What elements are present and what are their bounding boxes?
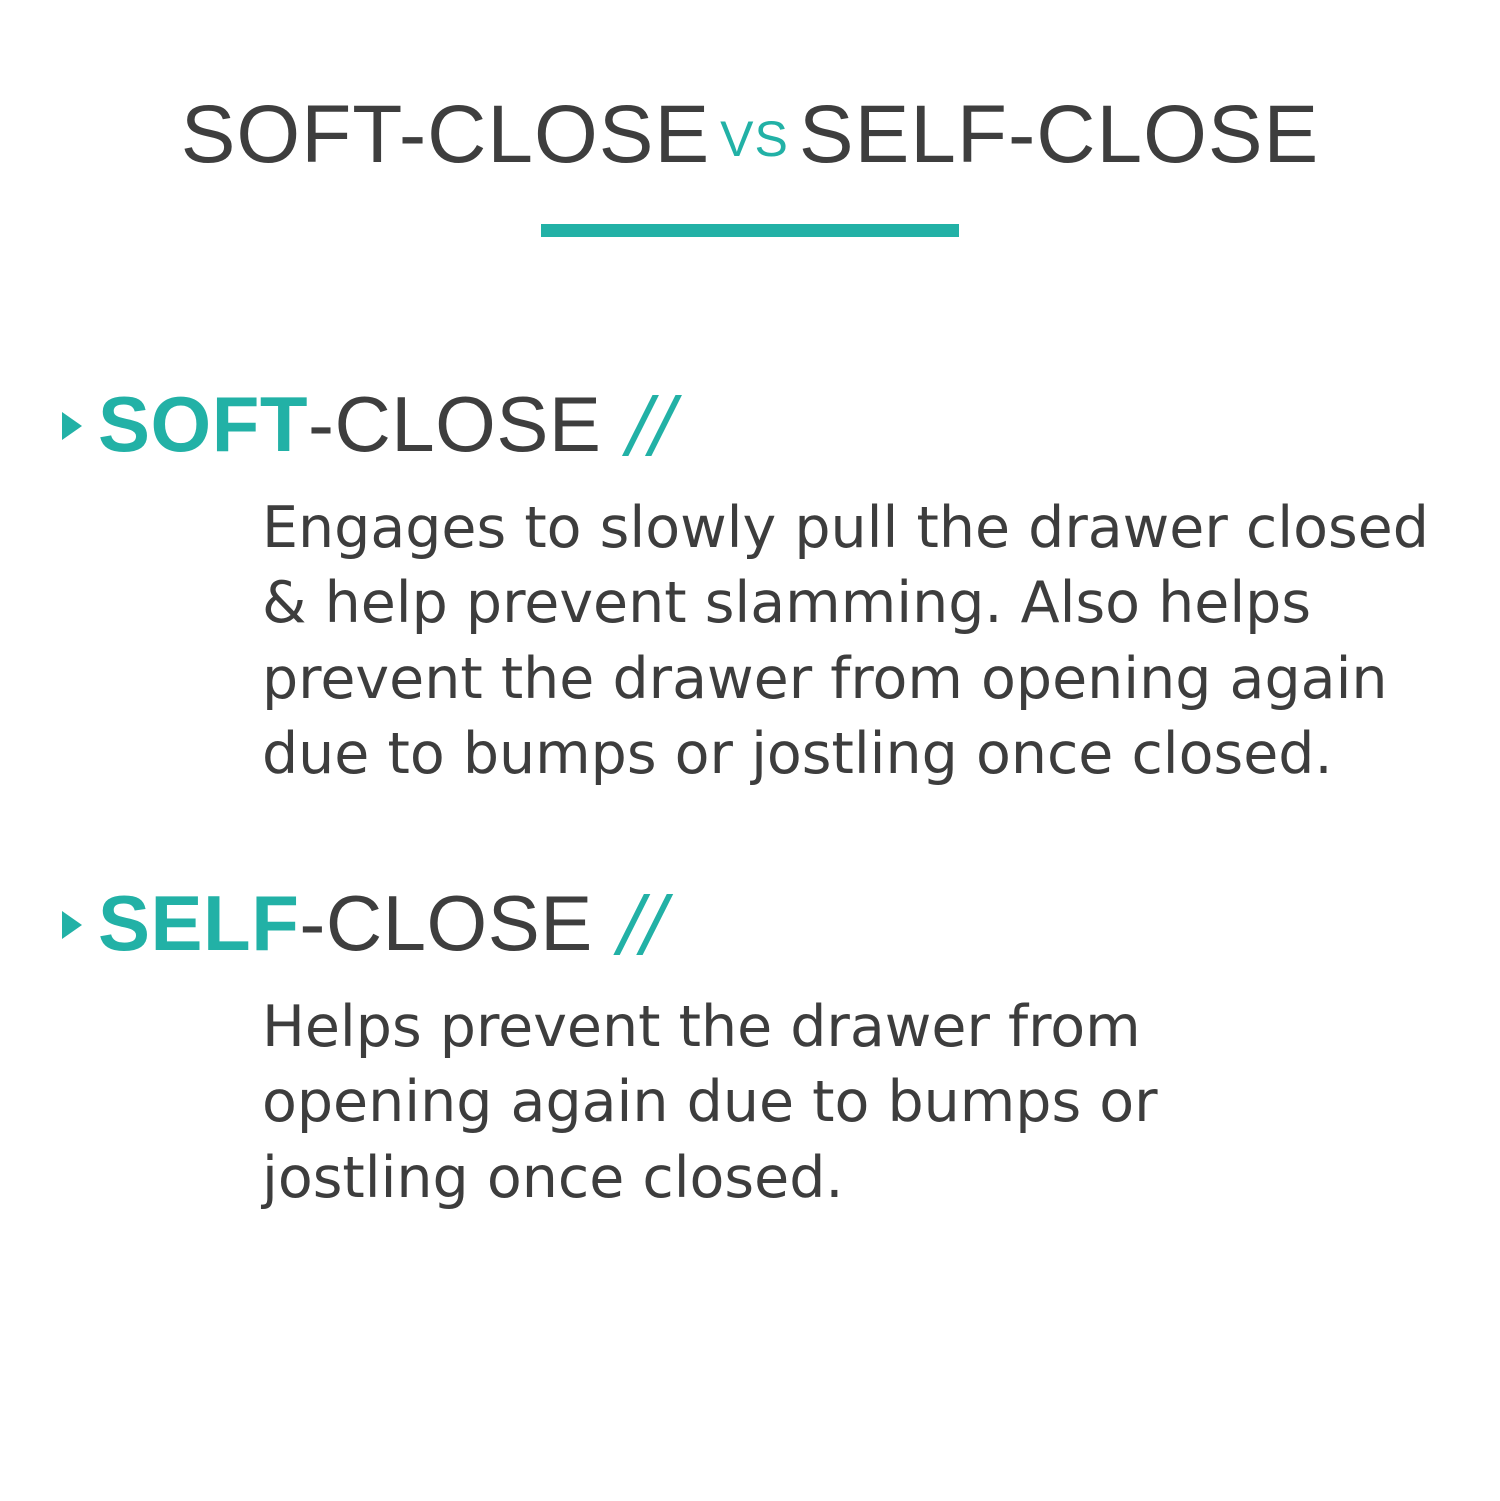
page-title [0,89,1500,180]
slashes-icon: // [618,880,665,967]
header [0,0,1500,237]
slashes-icon: // [627,381,674,468]
section-self-close-title [98,879,593,968]
section-soft-close-title-rest: -CLOSE [308,380,602,469]
section-soft-close [62,380,1500,792]
section-soft-close-title-strong: SOFT [98,380,308,469]
page-title-right: SELF-CLOSE [798,89,1320,180]
section-self-close-body: Helps prevent the drawer from opening again due to bumps or jostling once closed. [262,994,1158,1211]
section-soft-close-title [98,380,602,469]
title-underline-divider [541,224,959,237]
section-self-close-title-strong: SELF [98,879,300,968]
section-soft-close-body: Engages to slowly pull the drawer closed & help prevent slamming. Also helps prevent the drawer from opening again due to bumps or jostling once closed. [262,495,1429,787]
page-title-left: SOFT-CLOSE [180,89,711,180]
section-self-close [62,879,1500,1216]
section-self-close-heading [62,879,1500,968]
triangle-bullet-icon [62,412,82,440]
section-soft-close-heading [62,380,1500,469]
triangle-bullet-icon [62,911,82,939]
sections-list [0,380,1500,1216]
section-self-close-title-rest: -CLOSE [299,879,593,968]
page-title-vs: VS [720,111,789,167]
